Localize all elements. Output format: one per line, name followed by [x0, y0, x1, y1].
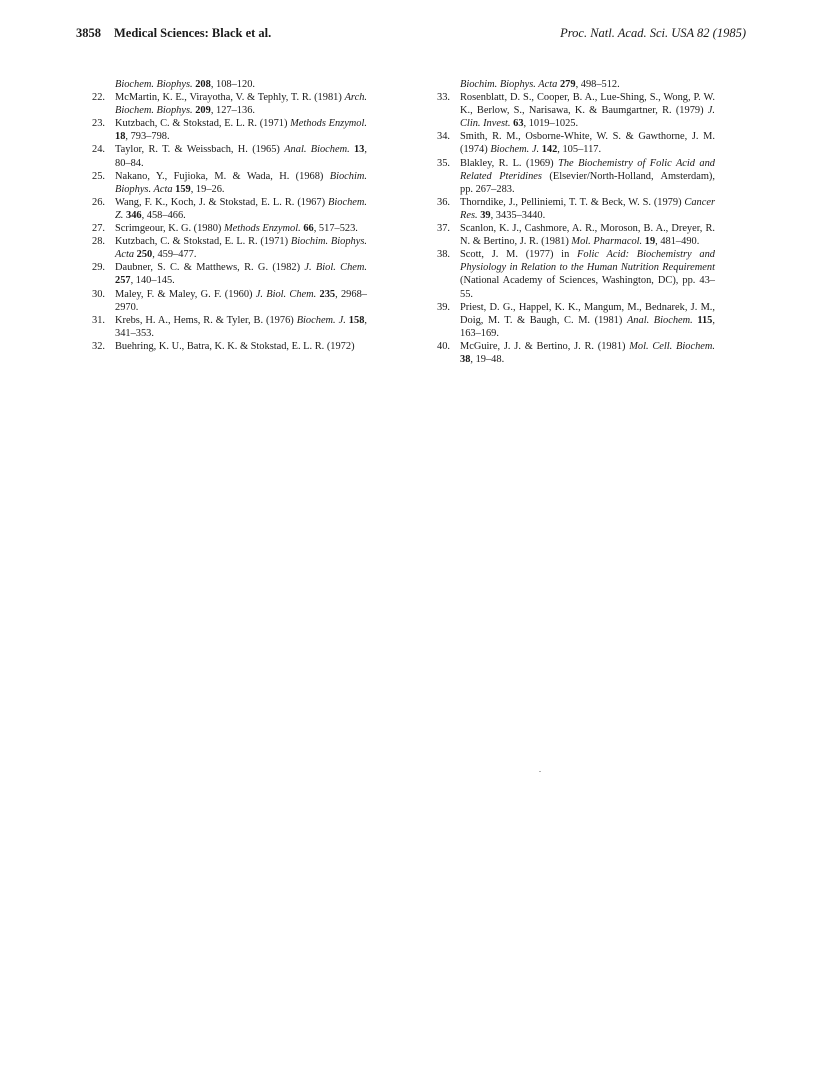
ref-number: 32.: [92, 340, 105, 352]
reference-item: [428, 301, 715, 340]
ref-journal: Biochim. Biophys. Acta: [460, 79, 558, 90]
ref-number: 30.: [92, 288, 105, 300]
ref-volume: 13: [353, 144, 365, 156]
ref-authors: Scanlon, K. J., Cashmore, A. R., Moroson, B. A., Dreyer, R. N. & Bertino, J. R. (1981): [460, 223, 715, 248]
ref-authors: McMartin, K. E., Virayotha, V. & Tephly, T. R. (1981): [115, 92, 342, 104]
running-title: Medical Sciences: Black et al.: [114, 26, 272, 40]
ref-authors: Rosenblatt, D. S., Cooper, B. A., Lue-Shing, S., Wong, P. W. K., Berlow, S., Narisawa, K. & Baumgartner, R. (1979): [460, 92, 715, 117]
ref-authors: Buehring, K. U., Batra, K. K. & Stokstad, E. L. R. (1972): [115, 340, 355, 352]
ref-pages: (Elsevier/North-Holland, Amsterdam), pp. 267–283.: [460, 170, 715, 195]
ref-number: 40.: [437, 340, 450, 352]
reference-item: [428, 340, 715, 366]
ref-journal: Methods Enzymol.: [290, 118, 367, 130]
references-left-column: [83, 78, 367, 353]
reference-item: [83, 314, 367, 340]
ref-pages: , 459–477.: [152, 249, 197, 261]
ref-volume: 159: [175, 183, 191, 195]
reference-item: [83, 261, 367, 287]
reference-item: [428, 157, 715, 196]
ref-journal: Biochem. Biophys.: [115, 79, 193, 90]
reference-item: [428, 130, 715, 156]
ref-pages: , 2968–2970.: [115, 288, 367, 313]
ref-journal: The Biochemistry of Folic Acid and Related Pteridines: [460, 157, 715, 182]
ref-pages: , 458–466.: [141, 209, 186, 221]
ref-volume: 19: [644, 236, 656, 248]
ref-pages: , 481–490.: [655, 236, 700, 248]
ref-journal: Mol. Pharmacol.: [571, 236, 643, 248]
ref-volume: 63: [513, 118, 524, 130]
ref-journal: Biochem. Z.: [115, 196, 367, 221]
ref-journal: Arch. Biochem. Biophys.: [115, 92, 367, 117]
ref-volume: 142: [541, 144, 558, 156]
reference-item: [428, 196, 715, 222]
reference-item: [83, 143, 367, 169]
ref-authors: Thorndike, J., Pelliniemi, T. T. & Beck, W. S. (1979): [460, 196, 682, 208]
ref-volume: 208: [195, 79, 211, 90]
ref-volume: 250: [136, 249, 153, 261]
ref-journal: Mol. Cell. Biochem.: [629, 340, 715, 352]
ref-pages: , 19–48.: [470, 353, 505, 365]
ref-journal: Cancer Res.: [460, 196, 715, 221]
ref-journal: Methods Enzymol.: [223, 223, 301, 235]
reference-item: [83, 117, 367, 143]
ref-volume: 66: [303, 223, 314, 235]
page-number: 3858: [76, 26, 101, 40]
ref-volume: 38: [460, 353, 471, 365]
ref-number: 39.: [437, 301, 450, 313]
ref-pages: , 19–26.: [190, 183, 225, 195]
ref-number: 36.: [437, 196, 450, 208]
ref-pages: , 105–117.: [557, 144, 602, 156]
ref-volume: 235: [319, 288, 336, 300]
reference-continuation: [83, 78, 367, 91]
reference-item: [83, 340, 367, 353]
ref-authors: Nakano, Y., Fujioka, M. & Wada, H. (1968): [115, 170, 324, 182]
ref-number: 38.: [437, 249, 450, 261]
ref-number: 25.: [92, 170, 105, 182]
scan-speck: [539, 771, 541, 772]
ref-journal: Biochem. J.: [490, 144, 540, 156]
ref-pages: , 517–523.: [313, 223, 358, 235]
ref-volume: 115: [697, 314, 713, 326]
ref-authors: Kutzbach, C. & Stokstad, E. L. R. (1971): [115, 118, 288, 130]
ref-number: 33.: [437, 92, 450, 104]
ref-authors: Kutzbach, C. & Stokstad, E. L. R. (1971): [115, 236, 289, 248]
ref-number: 27.: [92, 223, 105, 235]
ref-authors: Priest, D. G., Happel, K. K., Mangum, M., Bednarek, J. M., Doig, M. T. & Baugh, C. M. (1981): [460, 301, 715, 326]
reference-item: [83, 170, 367, 196]
ref-pages: , 3435–3440.: [490, 209, 546, 221]
ref-journal: J. Biol. Chem.: [304, 262, 367, 274]
ref-number: 22.: [92, 92, 105, 104]
ref-pages: , 108–120.: [210, 79, 255, 90]
reference-item: [428, 91, 715, 130]
reference-item: [83, 222, 367, 235]
ref-authors: Krebs, H. A., Hems, R. & Tyler, B. (1976): [115, 314, 294, 326]
ref-journal: Biochem. J.: [296, 314, 346, 326]
ref-authors: Scott, J. M. (1977) in: [460, 249, 570, 261]
ref-authors: McGuire, J. J. & Bertino, J. R. (1981): [460, 340, 626, 352]
ref-journal: Anal. Biochem.: [626, 314, 693, 326]
ref-pages: , 1019–1025.: [523, 118, 579, 130]
ref-pages: , 793–798.: [125, 131, 170, 143]
ref-number: 29.: [92, 262, 105, 274]
ref-authors: Maley, F. & Maley, G. F. (1960): [115, 288, 253, 300]
ref-volume: 257: [115, 275, 131, 287]
ref-volume: 39: [480, 209, 491, 221]
ref-journal: Anal. Biochem.: [284, 144, 350, 156]
ref-authors: Daubner, S. C. & Matthews, R. G. (1982): [115, 262, 301, 274]
reference-item: [428, 248, 715, 300]
ref-pages: (National Academy of Sciences, Washington, DC), pp. 43–55.: [460, 275, 715, 300]
reference-list: [83, 91, 367, 353]
journal-citation: Proc. Natl. Acad. Sci. USA 82 (1985): [560, 26, 746, 40]
ref-authors: Scrimgeour, K. G. (1980): [115, 223, 222, 235]
ref-pages: , 140–145.: [130, 275, 175, 287]
ref-number: 28.: [92, 236, 105, 248]
ref-journal: Folic Acid: Biochemistry and Physiology in Relation to the Human Nutrition Requirement: [460, 249, 715, 274]
ref-authors: Taylor, R. T. & Weissbach, H. (1965): [115, 144, 280, 156]
ref-journal: Biochim. Biophys. Acta: [115, 236, 367, 261]
reference-item: [83, 235, 367, 261]
ref-volume: 18: [115, 131, 126, 143]
page-header: [76, 26, 746, 46]
ref-number: 31.: [92, 314, 105, 326]
ref-pages: , 163–169.: [460, 314, 715, 339]
ref-number: 26.: [92, 196, 105, 208]
reference-item: [83, 196, 367, 222]
ref-authors: Wang, F. K., Koch, J. & Stokstad, E. L. R. (1967): [115, 196, 326, 208]
ref-journal: Biochim. Biophys. Acta: [115, 170, 367, 195]
ref-number: 34.: [437, 131, 450, 143]
ref-volume: 346: [126, 209, 142, 221]
ref-authors: Blakley, R. L. (1969): [460, 157, 554, 169]
ref-pages: , 341–353.: [115, 314, 367, 339]
ref-number: 24.: [92, 144, 105, 156]
reference-item: [83, 91, 367, 117]
ref-volume: 158: [348, 314, 365, 326]
reference-list: [428, 91, 715, 366]
ref-number: 37.: [437, 223, 450, 235]
ref-volume: 209: [195, 105, 211, 117]
ref-authors: Smith, R. M., Osborne-White, W. S. & Gawthorne, J. M. (1974): [460, 131, 715, 156]
ref-journal: J. Clin. Invest.: [460, 105, 715, 130]
reference-item: [83, 288, 367, 314]
ref-pages: , 80–84.: [115, 144, 367, 169]
ref-number: 35.: [437, 157, 450, 169]
ref-journal: J. Biol. Chem.: [255, 288, 317, 300]
reference-item: [428, 222, 715, 248]
ref-pages: , 498–512.: [575, 79, 620, 90]
ref-pages: , 127–136.: [210, 105, 255, 117]
reference-continuation: [428, 78, 715, 91]
ref-number: 23.: [92, 118, 105, 130]
references-right-column: [428, 78, 715, 366]
ref-volume: 279: [559, 79, 576, 90]
